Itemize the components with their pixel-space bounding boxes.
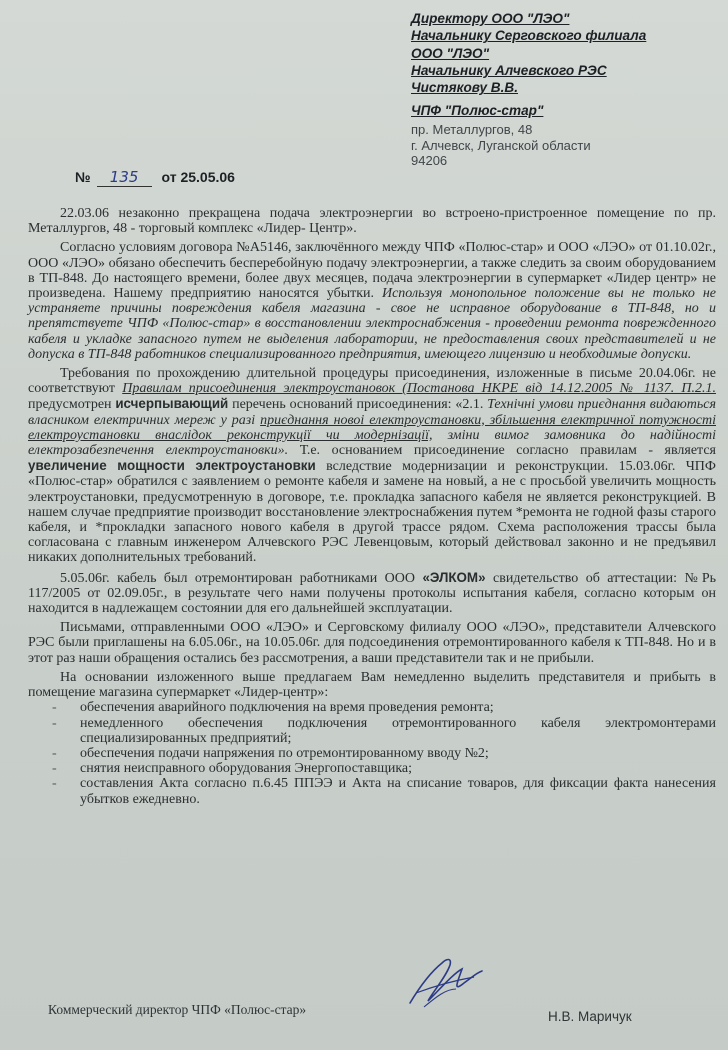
list-item: - немедленного обеспечения подключения отремонтированного кабеля электромонтерами специализированных предприятий; xyxy=(80,716,716,746)
emphasis-power-increase: увеличение мощности электроустановки xyxy=(28,458,316,474)
emphasis-exhaustive: исчерпывающий xyxy=(115,396,229,412)
addressee-line: Чистякову В.В. xyxy=(411,80,518,96)
date-label: от xyxy=(161,169,177,185)
document-date: 25.05.06 xyxy=(180,169,235,185)
paragraph-3-text: предусмотрен xyxy=(28,397,116,413)
number-prefix: № xyxy=(75,169,91,185)
paragraph-2-italic: Используя монопольное положение вы не только не устраняете причины повреждения кабеля магазина - свое не исправное оборудование в ТП-848, но и препятствуете ЧПФ «Полюс-стар» в восстановлении электроснабжения - проведении ремонта поврежденного кабеля и укладке запасного путем не выделения лаборатории, не предоставления своих представителей и не допуска в ТП-848 работников специализированного предприятия, имеющего лицензию и необходимые допуски. xyxy=(28,286,716,362)
signatory-position: Коммерческий директор ЧПФ «Полюс-стар» xyxy=(48,1002,307,1017)
paragraph-3-text: Требования по прохождению длительной процедуры присоединения, изложенные в письме 20.04.06г. не соответствуют xyxy=(28,366,716,397)
paragraph-1: 22.03.06 незаконно прекращена подача электроэнергии во встроено-пристроенное помещение по пр. Металлургов, 48 - торговый комплекс «Лидер- Центр». xyxy=(28,206,716,237)
rules-reference: Правилам присоединения электроустановок (Постанова НКРЕ від 14.12.2005 № 1137. П.2.1. xyxy=(122,381,716,397)
paragraph-2-text: Согласно условиям договора №А5146, заключённого между ЧПФ «Полюс-стар» и ООО «ЛЭО» от 01.10.02г., ООО «ЛЭО» обязано обеспечить бесперебойную подачу электроэнергии, а также следить за своим оборудованием в ТП-848. До настоящего времени, более двух месяцев, подача электроэнергии в супермаркет «Лидер центр» не произведена. Нашему предприятию наносятся убытки. xyxy=(28,240,716,302)
addressee-line: Начальнику Серговского филиала xyxy=(411,28,647,44)
sender-address-line: пр. Металлургов, 48 xyxy=(411,121,533,137)
list-item: - снятия неисправного оборудования Энергопоставщика; xyxy=(80,761,716,776)
paragraph-6: На основании изложенного выше предлагаем Вам немедленно выделить представителя и прибыть в помещение магазина супермаркет «Лидер-центр»: xyxy=(28,669,716,701)
quote-underlined: приєднання новоі електроустановки, збільшення електричної потужності електроустановки внаслідок реконструкції чи модернізації, xyxy=(28,412,716,443)
handwritten-signature xyxy=(402,953,486,1011)
sender-address-line: 94206 xyxy=(411,153,448,169)
demands-list xyxy=(28,700,716,806)
signatory-name: Н.В. Маричук xyxy=(548,1009,632,1024)
paragraph-3-text: Т.е. основанием присоединение согласно правилам - является xyxy=(288,443,716,459)
quote-italic: зміни вимог замовника до надійності електрозабезпечення електроустановки». xyxy=(28,427,716,459)
addressee-line: ООО "ЛЭО" xyxy=(411,45,490,61)
paragraph-3-text: перечень оснований присоединения: «2.1. xyxy=(228,397,488,413)
paragraph-5: Письмами, отправленными ООО «ЛЭО» и Серговскому филиалу ООО «ЛЭО», представители Алчевского РЭС были приглашены на 6.05.06г., на 10.05.06г. для подсоединения отремонтированного кабеля к ТП-848. Но и в этот раз наши обращения остались без рассмотрения, а ваши представители так и не прибыли. xyxy=(28,620,716,666)
sender-company: ЧПФ "Полюс-стар" xyxy=(411,103,544,118)
list-item: - составления Акта согласно п.6.45 ППЭЭ и Акта на списание товаров, для фиксации факта нанесения убытков ежедневно. xyxy=(80,776,716,806)
sender-address-line: г. Алчевск, Луганской области xyxy=(411,137,591,153)
paragraph-3 xyxy=(28,366,716,566)
letter-body xyxy=(28,206,716,807)
paragraph-4-text: свидетельство об аттестации: №Рь 117/2005 от 02.09.05г., в результате чего нами получены протоколы испытания кабеля, согласно которым он находится в надлежащем состоянии для его дальнейшей эксплуатации. xyxy=(28,570,716,617)
document-number-line xyxy=(75,168,235,187)
sender-block xyxy=(411,103,711,169)
quote-italic: Технічні умови приєднання видаються власником електричних мереж у разі xyxy=(28,397,717,428)
document-number: 135 xyxy=(97,168,152,187)
addressee-line: Начальнику Алчевского РЭС xyxy=(411,62,607,78)
paragraph-4-text: 5.05.06г. кабель был отремонтирован работниками ООО xyxy=(60,570,423,586)
list-item: - обеспечения подачи напряжения по отремонтированному вводу №2; xyxy=(80,746,716,761)
paragraph-4 xyxy=(28,570,716,617)
paragraph-3-text: вследствие модернизации и реконструкции. 15.03.06г. ЧПФ «Полюс-стар» обратился с заявлением о ремонте кабеля и замене на новый, а не с просьбой увеличить мощность электроустановки, предусмотренную в договоре, т.е. прокладка запасного кабеля не является реконструкцией. В нашем случае предприятие производит восстановление электроснабжения путем *ремонта не годной фазы старого кабеля, и *прокладки запасного нового кабеля в другой трассе рядом. Схема расположения трассы была согласована с главным инженером Алчевского РЭС Левенцовым, который действовал законно и не предъявил никаких дополнительных требований. xyxy=(28,459,717,566)
addressee-block xyxy=(411,10,711,96)
company-elkom: «ЭЛКОМ» xyxy=(422,569,486,585)
paragraph-2 xyxy=(28,240,716,362)
list-item: - обеспечения аварийного подключения на время проведения ремонта; xyxy=(80,700,716,715)
addressee-line: Директору ООО "ЛЭО" xyxy=(411,11,570,26)
